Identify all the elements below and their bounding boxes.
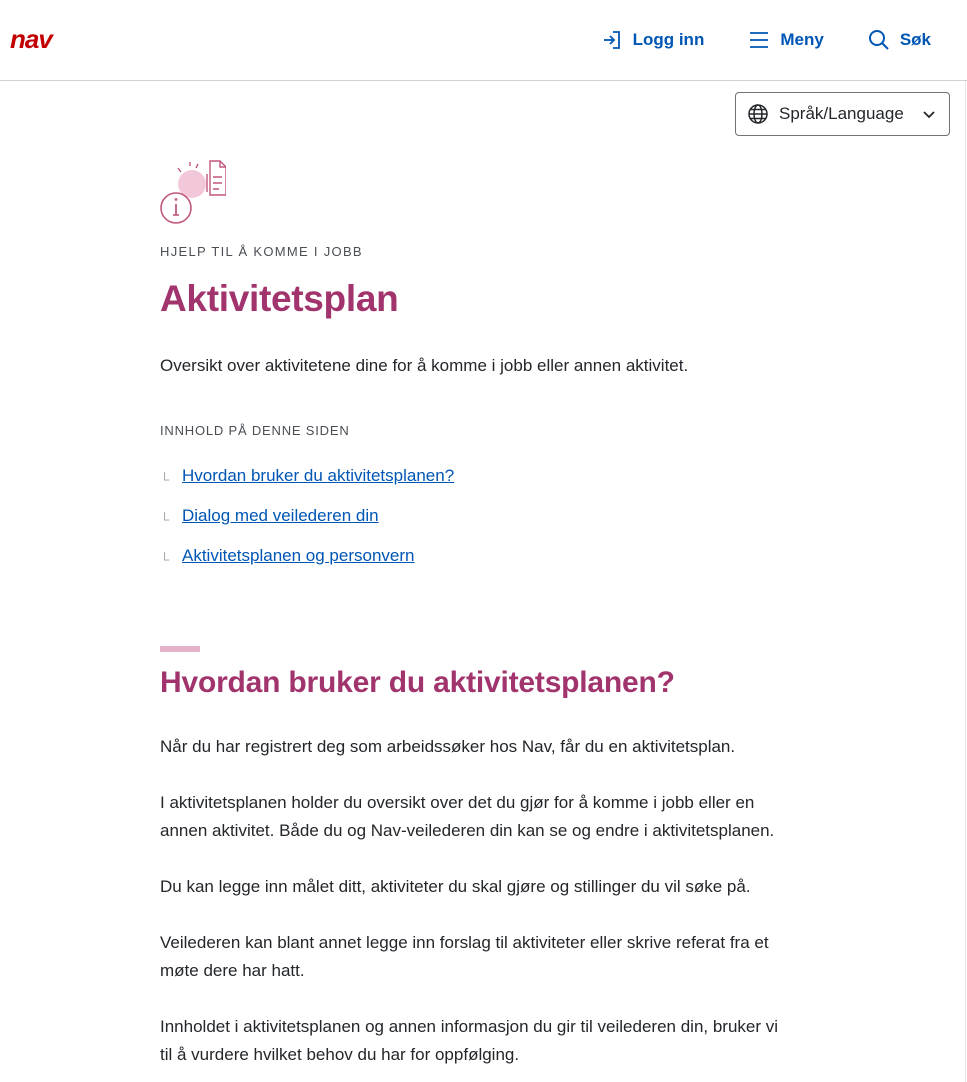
paragraph-line: Veilederen kan blant annet legge inn forslag til aktiviteter eller skrive referat fra et	[160, 933, 769, 952]
paragraph-2	[160, 789, 800, 845]
language-selector[interactable]	[735, 92, 950, 136]
section-title: Hvordan bruker du aktivitetsplanen?	[160, 666, 675, 699]
header-actions	[601, 0, 931, 80]
toc-link-personvern[interactable]: Aktivitetsplanen og personvern	[182, 546, 415, 565]
login-button[interactable]	[601, 29, 705, 51]
paragraph-1	[160, 733, 800, 761]
toc-heading: INNHOLD PÅ DENNE SIDEN	[160, 423, 350, 438]
paragraph-line: I aktivitetsplanen holder du oversikt over det du gjør for å komme i jobb eller en	[160, 793, 755, 812]
toc-link-dialog[interactable]: Dialog med veilederen din	[182, 506, 379, 525]
menu-label: Meny	[780, 30, 824, 49]
menu-icon	[748, 29, 770, 51]
page-kicker: HJELP TIL Å KOMME I JOBB	[160, 244, 363, 259]
section-accent-bar	[160, 646, 200, 652]
page-edge-divider	[965, 81, 966, 1082]
table-of-contents	[160, 456, 454, 576]
paragraph-3	[160, 873, 800, 901]
page-title: Aktivitetsplan	[160, 278, 399, 319]
paragraph-line: møte dere har hatt.	[160, 961, 305, 980]
login-label: Logg inn	[632, 30, 705, 49]
corner-arrow-icon: └	[160, 471, 170, 487]
paragraph-line: Innholdet i aktivitetsplanen og annen informasjon du gir til veilederen din, bruker vi	[160, 1017, 779, 1036]
corner-arrow-icon: └	[160, 551, 170, 567]
search-button[interactable]	[868, 29, 931, 51]
language-selector-label: Språk/Language	[779, 104, 904, 123]
search-label: Søk	[899, 30, 931, 49]
paragraph-line: Når du har registrert deg som arbeidssøker hos Nav, får du en aktivitetsplan.	[160, 737, 736, 756]
chevron-down-icon	[921, 106, 937, 122]
menu-button[interactable]	[748, 29, 823, 51]
corner-arrow-icon: └	[160, 511, 170, 527]
toc-item	[160, 496, 454, 536]
page-ingress: Oversikt over aktivitetene dine for å komme i jobb eller annen aktivitet.	[160, 356, 689, 375]
site-header	[0, 0, 967, 81]
info-document-pictogram	[160, 160, 226, 226]
toc-item	[160, 456, 454, 496]
paragraph-line: til å vurdere hvilket behov du har for oppfølging.	[160, 1045, 520, 1064]
nav-logo[interactable]	[10, 28, 76, 52]
search-icon	[868, 29, 890, 51]
login-icon	[601, 29, 623, 51]
paragraph-4	[160, 929, 800, 985]
paragraph-5	[160, 1013, 800, 1069]
toc-link-hvordan-bruker[interactable]: Hvordan bruker du aktivitetsplanen?	[182, 466, 455, 485]
globe-icon	[747, 103, 769, 125]
paragraph-line: Du kan legge inn målet ditt, aktiviteter du skal gjøre og stillinger du vil søke på.	[160, 877, 751, 896]
toc-item	[160, 536, 454, 576]
nav-logo-text: nav	[10, 28, 52, 52]
paragraph-line: annen aktivitet. Både du og Nav-veilederen din kan se og endre i aktivitetsplanen.	[160, 821, 775, 840]
